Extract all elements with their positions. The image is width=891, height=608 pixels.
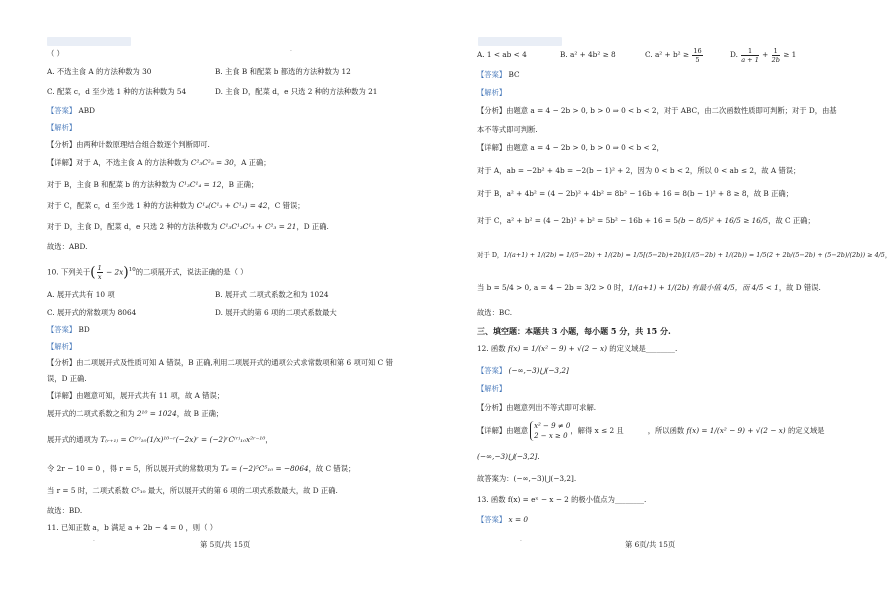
page-footer: 第 6页/共 15页: [625, 540, 676, 549]
fraction: [772, 47, 780, 64]
q11-detail-c: [477, 216, 815, 226]
formula: C¹₃C¹₃C¹₃ + C²₃ = 21: [219, 222, 297, 231]
paren-open: (: [90, 264, 96, 281]
denominator: x: [97, 272, 102, 281]
answer-label: 【答案】: [477, 70, 507, 79]
q12-stem: [477, 344, 677, 354]
q9-answer: [47, 106, 95, 116]
q9-detail-b: [47, 180, 258, 190]
text: 【详解】由题意: [477, 426, 529, 435]
q12-final-answer: 故答案为：(−∞,−3)⋃(−3,2].: [477, 474, 577, 483]
exponent: 10: [128, 267, 136, 273]
answer-label: 【答案】: [477, 366, 507, 375]
q11-jiexi: 【解析】: [477, 88, 507, 97]
text: 当 b = 5/4 > 0, a = 4 − 2b = 3/2 > 0 时，: [477, 283, 629, 292]
text: 对于 D，: [477, 251, 504, 259]
fraction: [741, 47, 759, 64]
text: ，B 正确；: [221, 180, 259, 189]
text: ，C 错误；: [267, 201, 305, 210]
q9-conclusion: 故选：ABD.: [47, 242, 88, 251]
text: 的定义域是: [785, 426, 825, 435]
numerator: 16: [693, 46, 702, 55]
formula: C²₃C²₅ = 30: [190, 158, 234, 167]
q11-fenxi-line1: 【分析】由题意 a = 4 − 2b > 0, b > 0 ⇒ 0 < b < 2，对于 ABC，由二次函数性质即可判断；对于 D，由基: [477, 106, 837, 115]
q10-detail-4: [47, 464, 355, 474]
dot-mark: ·: [520, 538, 522, 545]
formula: f(x) = 1/(x² − 9) + √(2 − x): [507, 344, 607, 353]
answer-value: ABD: [78, 106, 95, 115]
fraction: [97, 264, 103, 281]
text: ，故 B 正确；: [176, 409, 224, 418]
text: +: [759, 50, 771, 59]
q9-detail-d: [47, 222, 329, 232]
q10-conclusion: 故选：BD.: [47, 506, 83, 515]
q11-stem: 11. 已知正数 a，b 满足 a + 2b − 4 = 0 ，则（ ）: [47, 523, 218, 532]
q12-detail: [477, 420, 824, 442]
q12-fenxi: 【分析】由题意列出不等式即可求解.: [477, 403, 597, 412]
condition-1: x² − 9 ≠ 0: [534, 422, 571, 430]
formula: 1/(a+1) + 1/(2b) = 1/(5−2b) + 1/(2b) = 1/5[(5−2b)+2b](1/(5−2b) + 1/(2b)) = 1/5(2 + 2b/(5−2b) + (5−2b)/(2b)) ≥ 4/5: [503, 251, 885, 259]
q10-option-d: D. 展开式的第 6 项的二项式系数最大: [215, 308, 337, 317]
brace-system: [530, 421, 570, 441]
q11-option-d: [730, 45, 796, 65]
dot-mark: ·: [290, 48, 292, 55]
formula: f(x) = 1/(x² − 9) + √(2 − x): [686, 426, 786, 435]
q9-option-b: B. 主食 B 和配菜 b 都选的方法种数为 12: [215, 67, 351, 76]
denominator: 2b: [771, 55, 780, 64]
q12-answer: [477, 366, 569, 376]
text: ，D 正确.: [296, 222, 329, 231]
text: ，: [265, 435, 273, 444]
q10-detail-3: [47, 435, 273, 445]
answer-value: BD: [78, 325, 90, 334]
q11-detail-a: 对于 A，ab = −2b² + 4b = −2(b − 1)² + 2，因为 0 < b < 2，所以 0 < ab ≤ 2，故 A 错误；: [477, 166, 801, 175]
q11-option-b: B. a² + 4b² ≥ 8: [560, 50, 616, 59]
numerator: 1: [97, 263, 102, 272]
answer-value: (−∞,−3)⋃(−3,2]: [508, 366, 569, 375]
q9-option-a: A. 不选主食 A 的方法种数为 30: [47, 67, 152, 76]
q10-option-c: C. 展开式的常数项为 8064: [47, 308, 137, 317]
text: ，故 D 错误.: [778, 283, 821, 292]
numerator: 1: [772, 47, 780, 56]
denominator: 5: [695, 55, 700, 64]
q11-conclusion: 故选：BC.: [477, 308, 513, 317]
fraction: [692, 47, 702, 64]
q10-detail-2: [47, 409, 223, 419]
dot-mark: ·: [93, 538, 95, 545]
paren-close: ): [123, 264, 129, 281]
formula: (b − 8/5)² + 16/5 ≥ 16/5: [677, 216, 769, 225]
condition-2: 2 − x ≥ 0: [534, 432, 568, 440]
formula: T₍ᵣ₊₁₎ = C⁽ʳ⁾₁₀(1/x)¹⁰⁻ʳ(−2x)ʳ = (−2)ʳC⁽ʳ⁾₁₀x²ʳ⁻¹⁰: [100, 435, 266, 444]
text: ，故 C 正确；: [768, 216, 815, 225]
q10-detail-5: 当 r = 5 时，二项式系数 C⁵₁₀ 最大，所以展开式的第 6 项的二项式系数最大，故 D 正确.: [47, 486, 338, 495]
section-heading: 三、填空题：本题共 3 小题，每小题 5 分，共 15 分.: [477, 326, 671, 336]
page-footer: 第 5页/共 15页: [200, 540, 251, 549]
text: ，解得 x ≤ 2 且: [570, 426, 624, 435]
numerator: 1: [741, 47, 759, 56]
q9-jiexi: 【解析】: [47, 123, 77, 132]
text: C. a² + b² ≥: [645, 50, 692, 59]
text: 【详解】对于 A，不选主食 A 的方法种数为: [47, 158, 191, 167]
q10-fenxi-line1: 【分析】由二项展开式及性质可知 A 错误，B 正确,利用二项展开式的通项公式求常数项和第 6 项可知 C 错: [47, 358, 393, 367]
watermark-logo: [478, 37, 562, 46]
answer-value: BC: [508, 70, 520, 79]
q10-detail-1: 【详解】由题意可知，展开式共有 11 项，故 A 错误；: [47, 391, 225, 400]
text: ，故 C 错误；: [308, 464, 356, 473]
left-page: [0, 0, 430, 608]
formula: C¹₄(C¹₃ + C¹₃) = 42: [196, 201, 268, 210]
q9-fenxi: 【分析】由两种计数原理结合组合数逐个判断即可.: [47, 140, 210, 149]
q10-stem: [47, 260, 248, 280]
right-page: [430, 0, 891, 608]
text: 10. 下列关于: [47, 267, 91, 277]
answer-value: x = 0: [508, 515, 529, 524]
text: 12. 函数: [477, 344, 508, 353]
q11-option-c: [645, 45, 704, 65]
q9-detail-a: [47, 158, 271, 168]
q13-stem: 13. 函数 f(x) = eˣ − x − 2 的极小值点为________.: [477, 495, 647, 504]
formula: − 2x: [103, 267, 124, 277]
text: ，所以函数: [647, 426, 687, 435]
q11-fenxi-line2: 本不等式即可判断.: [477, 125, 538, 134]
q10-option-a: A. 展开式共有 10 项: [47, 290, 115, 299]
text: 展开式的二项式系数之和为: [47, 409, 137, 418]
q10-answer: [47, 325, 90, 335]
q11-detail-d: [477, 250, 891, 260]
text: 对于 D，主食 D，配菜 d，e 只选 2 种的方法种数为: [47, 222, 220, 231]
q9-detail-c: [47, 201, 305, 211]
q10-jiexi: 【解析】: [47, 342, 77, 351]
denominator: a + 1: [741, 55, 759, 64]
answer-label: 【答案】: [47, 325, 77, 334]
q9-option-d: D. 主食 D，配菜 d，e 只选 2 种的方法种数为 21: [215, 87, 378, 96]
text: 对于 C，配菜 c，d 至少选 1 种的方法种数为: [47, 201, 197, 210]
q10-fenxi-line2: 误，D 正确.: [47, 374, 87, 383]
q11-detail: 【详解】由题意 a = 4 − 2b > 0, b > 0 ⇒ 0 < b < 2，: [477, 143, 664, 152]
answer-label: 【答案】: [477, 515, 507, 524]
text: 对于 B，主食 B 和配菜 b 的方法种数为: [47, 180, 179, 189]
formula: T₆ = (−2)⁵C⁵₁₀ = −8064: [220, 464, 309, 473]
q9-paren: （ ）: [47, 49, 64, 58]
q11-detail-b: 对于 B，a² + 4b² = (4 − 2b)² + 4b² = 8b² − 16b + 16 = 8(b − 1)² + 8 ≥ 8，故 B 正确；: [477, 189, 794, 198]
q9-option-c: C. 配菜 c，d 至少选 1 种的方法种数为 54: [47, 87, 187, 96]
q12-jiexi: 【解析】: [477, 384, 507, 393]
q13-answer: [477, 515, 528, 525]
text: D.: [730, 50, 741, 59]
formula: 1/(a+1) + 1/(2b) 有最小值 4/5，而 4/5 < 1: [628, 283, 779, 292]
q11-option-a: A. 1 < ab < 4: [477, 50, 527, 59]
text: 对于 C，a² + b² = (4 − 2b)² + b² = 5b² − 16b + 16 = 5: [477, 216, 678, 225]
q12-result: (−∞,−3)⋃(−3,2].: [477, 452, 540, 461]
formula: 2¹⁰ = 1024: [136, 409, 177, 418]
text: 的二项展开式，说法正确的是（ ）: [135, 267, 248, 277]
text: 展开式的通项为: [47, 435, 101, 444]
q10-option-b: B. 展开式 二项式系数之和为 1024: [215, 290, 329, 299]
watermark-logo: [47, 37, 131, 46]
text: ，A 正确；: [233, 158, 271, 167]
text: ≥ 1: [780, 50, 797, 59]
answer-label: 【答案】: [47, 106, 77, 115]
formula: C¹₃C¹₄ = 12: [178, 180, 222, 189]
q11-answer: [477, 70, 520, 80]
text: ，: [884, 251, 891, 259]
text: 的定义域是________.: [606, 344, 678, 353]
text: 令 2r − 10 = 0 ，得 r = 5，所以展开式的常数项为: [47, 464, 221, 473]
q11-detail-d2: [477, 283, 821, 293]
